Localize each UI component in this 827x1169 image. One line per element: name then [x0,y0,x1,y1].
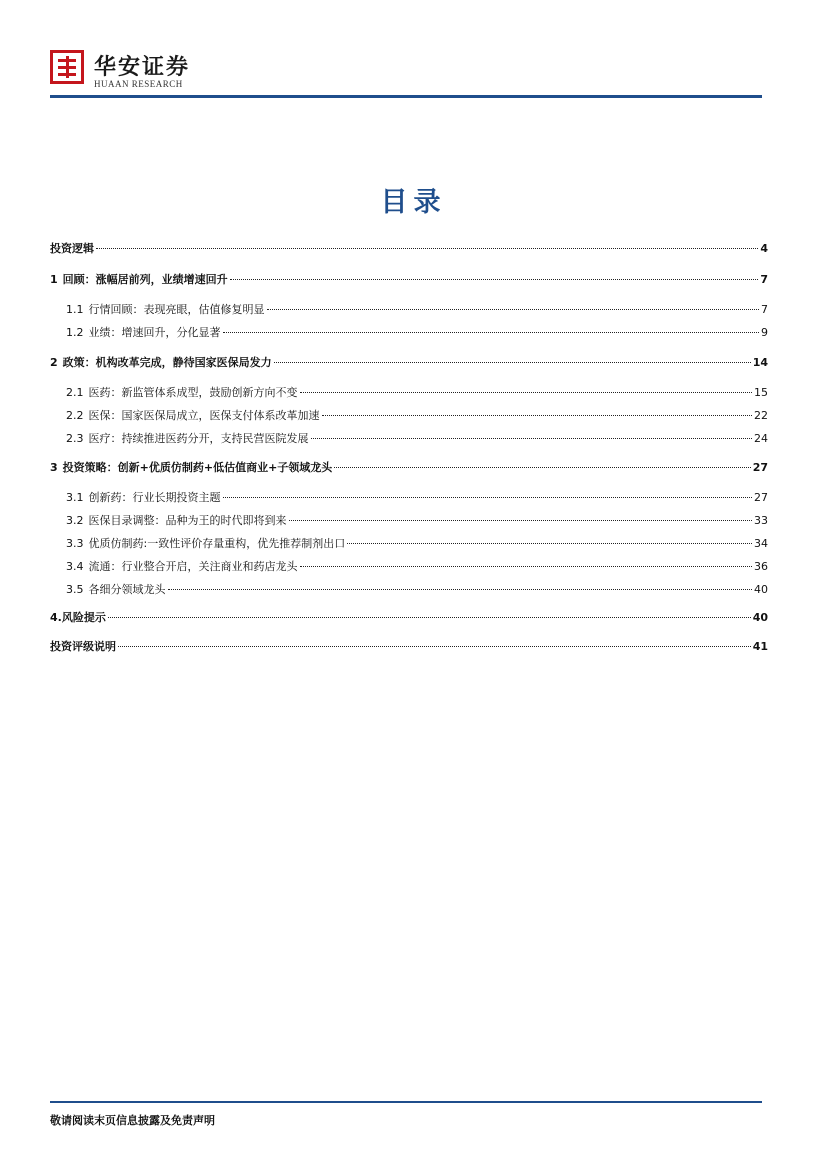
toc-entry-label: 医疗：持续推进医药分开，支持民营医院发展 [88,432,309,445]
toc-entry-page: 41 [752,640,768,653]
toc-entry-label: 业绩：增速回升，分化显著 [88,326,221,339]
toc-entry-page: 7 [760,273,768,286]
footer-divider [50,1101,762,1103]
toc-leader [300,566,753,567]
toc-leader [334,467,750,468]
toc-entry-page: 15 [754,386,768,399]
toc-entry-label: 投资逻辑 [50,242,94,255]
toc-entry[interactable] [50,354,768,370]
toc-leader [223,497,753,498]
toc-entry[interactable] [50,459,768,475]
toc-entry-page: 22 [754,409,768,422]
toc-entry-page: 7 [761,303,768,316]
toc-entry[interactable] [66,512,768,528]
toc-entry-number: 2.3 [66,432,84,445]
toc-entry-number: 3.1 [66,491,84,504]
toc-entry-page: 33 [754,514,768,527]
toc-entry-number: 2.2 [66,409,84,422]
toc-entry[interactable] [66,430,768,446]
toc-entry-number: 3.4 [66,560,84,573]
toc-entry-number: 1.1 [66,303,84,316]
toc-entry[interactable] [66,535,768,551]
toc-entry[interactable] [50,638,768,654]
toc-entry-page: 24 [754,432,768,445]
toc-entry-label: 医保目录调整：品种为王的时代即将到来 [88,514,287,527]
toc-entry-label: 创新药：行业长期投资主题 [88,491,221,504]
toc-entry-label: 医保：国家医保局成立，医保支付体系改革加速 [88,409,320,422]
toc-leader [96,248,758,249]
toc-entry-number: 3.5 [66,583,84,596]
toc-entry-page: 9 [761,326,768,339]
toc-entry-label: 各细分领域龙头 [88,583,166,596]
toc-leader [223,332,760,333]
toc-entry[interactable] [66,384,768,400]
toc-entry[interactable] [66,558,768,574]
toc-entry-number: 3 [50,461,58,474]
toc-entry-number: 1.2 [66,326,84,339]
toc-entry-number: 3.2 [66,514,84,527]
toc-entry-label: 回顾：涨幅居前列，业绩增速回升 [62,273,228,286]
toc-leader [289,520,753,521]
toc-leader [322,415,753,416]
toc-leader [311,438,753,439]
toc-entry-page: 27 [752,461,768,474]
company-subtitle: HUAAN RESEARCH [94,79,183,89]
toc-leader [267,309,760,310]
toc-entry[interactable] [66,407,768,423]
toc-entry-label: 医药：新监管体系成型，鼓励创新方向不变 [88,386,298,399]
company-name: 华安证券 [94,54,191,80]
toc-entry-number: 3.3 [66,537,84,550]
toc-entry[interactable] [66,581,768,597]
toc-leader [347,543,752,544]
toc-entry-number: 1 [50,273,58,286]
toc-entry[interactable] [50,271,768,287]
toc-entry-label: 政策：机构改革完成，静待国家医保局发力 [62,356,272,369]
toc-entry-label: 投资策略：创新+优质仿制药+低估值商业+子领域龙头 [62,461,333,474]
disclaimer-note: 敬请阅读末页信息披露及免责声明 [50,1114,215,1127]
toc-entry-label: 优质仿制药:一致性评价存量重构，优先推荐制剂出口 [88,537,346,550]
toc-leader [230,279,759,280]
toc-entry[interactable] [66,301,768,317]
toc-entry[interactable] [50,609,768,625]
toc-entry-page: 27 [754,491,768,504]
toc-entry[interactable] [50,240,768,256]
toc-entry-page: 14 [752,356,768,369]
toc-entry-page: 36 [754,560,768,573]
header-divider [50,95,762,98]
toc-entry-label: 行情回顾：表现亮眼，估值修复明显 [88,303,265,316]
toc-leader [118,646,751,647]
toc-entry-label: 4.风险提示 [50,611,106,624]
company-seal-logo [50,50,84,84]
toc-entry[interactable] [66,324,768,340]
toc-leader [300,392,753,393]
toc-entry-page: 40 [752,611,768,624]
toc-entry-page: 40 [754,583,768,596]
toc-entry-number: 2.1 [66,386,84,399]
toc-entry-label: 流通：行业整合开启，关注商业和药店龙头 [88,560,298,573]
toc-entry-page: 4 [760,242,768,255]
toc-entry-label: 投资评级说明 [50,640,116,653]
toc-entry[interactable] [66,489,768,505]
page-title: 目录 [380,187,447,218]
toc-leader [108,617,751,618]
toc-entry-number: 2 [50,356,58,369]
toc-leader [168,589,753,590]
toc-entry-page: 34 [754,537,768,550]
report-header [50,48,762,100]
toc-leader [274,362,751,363]
